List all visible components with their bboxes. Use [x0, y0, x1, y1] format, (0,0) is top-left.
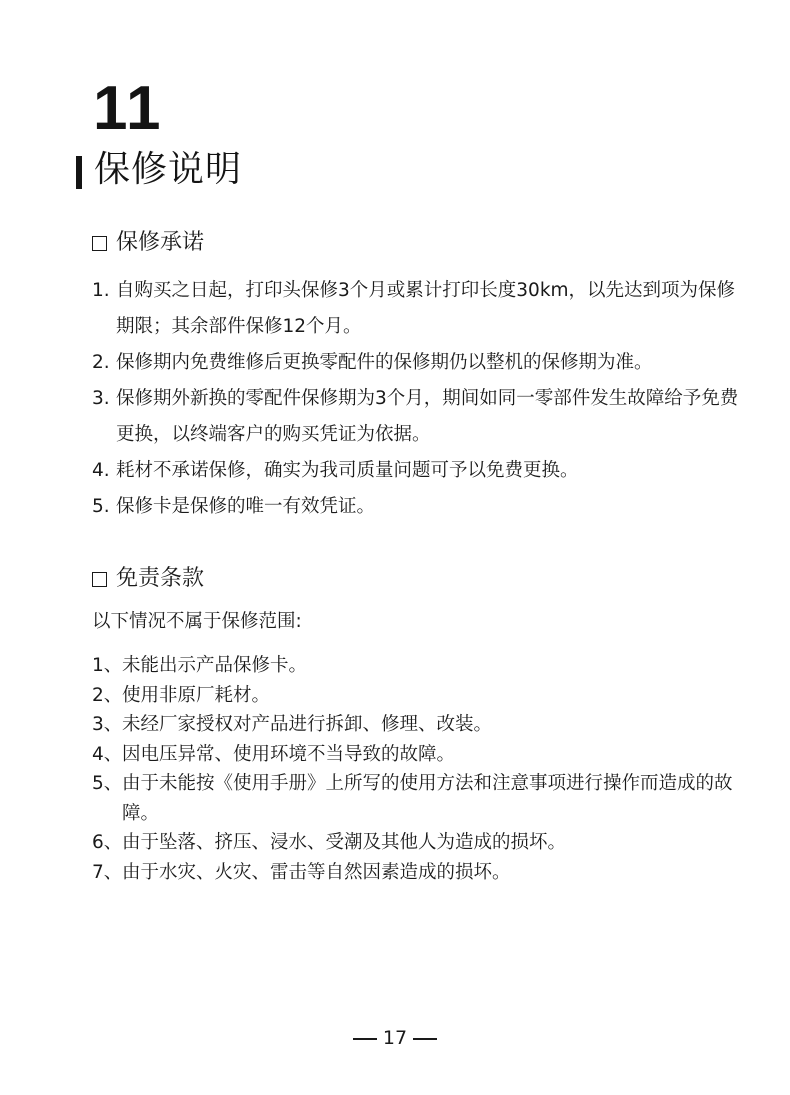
item-number: 1、: [92, 655, 123, 676]
item-text: 由于水灾、火灾、雷击等自然因素造成的损坏。: [122, 861, 511, 883]
item-text: 因电压异常、使用环境不当导致的故障。: [122, 743, 456, 765]
list-item: [92, 453, 752, 489]
item-text: 耗材不承诺保修，确实为我司质量问题可予以免费更换。: [116, 460, 579, 481]
list-item: [92, 710, 752, 740]
list-item: [92, 381, 752, 453]
list-item: [92, 828, 752, 858]
item-number: 3.: [92, 388, 110, 409]
item-text: 保修卡是保修的唯一有效凭证。: [116, 496, 376, 517]
item-text: 使用非原厂耗材。: [122, 684, 271, 706]
square-bullet-icon: [92, 572, 107, 587]
item-number: 7、: [92, 861, 123, 883]
item-text: 由于未能按《使用手册》上所写的使用方法和注意事项进行操作而造成的故障。: [122, 773, 733, 824]
chapter-title-row: [76, 150, 242, 189]
item-number: 4、: [92, 743, 123, 765]
item-number: 3、: [92, 714, 123, 735]
section-heading-text: 免责条款: [116, 566, 205, 591]
item-text: 保修期内免费维修后更换零配件的保修期仍以整机的保修期为准。: [116, 352, 653, 373]
item-number: 5.: [92, 496, 110, 517]
dash-right: [413, 1038, 437, 1040]
title-accent-bar: [76, 156, 82, 189]
list-item: [92, 489, 752, 525]
item-text: 保修期外新换的零配件保修期为3个月，期间如同一零部件发生故障给予免费更换，以终端客户的购买凭证为依据。: [116, 388, 739, 445]
disclaimer-section: [92, 568, 752, 887]
section-heading-text: 保修承诺: [116, 230, 205, 255]
page-footer: [0, 1027, 790, 1049]
item-text: 未经厂家授权对产品进行拆卸、修理、改装。: [122, 714, 493, 735]
list-item: [92, 651, 752, 681]
list-item: [92, 345, 752, 381]
disclaimer-intro: 以下情况不属于保修范围:: [92, 611, 302, 632]
page-number: 17: [382, 1027, 408, 1049]
chapter-title: 保修说明: [94, 148, 243, 190]
item-text: 未能出示产品保修卡。: [122, 655, 308, 676]
list-item: [92, 273, 752, 345]
dash-left: [353, 1038, 377, 1040]
warranty-list: [92, 273, 752, 525]
list-item: [92, 858, 752, 888]
item-number: 6、: [92, 832, 123, 853]
item-number: 5、: [92, 773, 123, 794]
warranty-commitment-section: [92, 232, 752, 525]
item-number: 2、: [92, 684, 123, 706]
item-text: 由于坠落、挤压、浸水、受潮及其他人为造成的损坏。: [122, 832, 567, 853]
item-number: 4.: [92, 460, 110, 481]
list-item: [92, 769, 752, 828]
item-number: 2.: [92, 352, 110, 373]
chapter-number: 11: [93, 74, 163, 143]
disclaimer-list: [92, 651, 752, 887]
section-heading: [92, 232, 752, 254]
section-heading: [92, 568, 752, 590]
item-text: 自购买之日起，打印头保修3个月或累计打印长度30km，以先达到项为保修期限；其余部件保修12个月。: [116, 280, 736, 337]
square-bullet-icon: [92, 236, 107, 251]
item-number: 1.: [92, 280, 110, 301]
list-item: [92, 681, 752, 711]
list-item: [92, 740, 752, 770]
